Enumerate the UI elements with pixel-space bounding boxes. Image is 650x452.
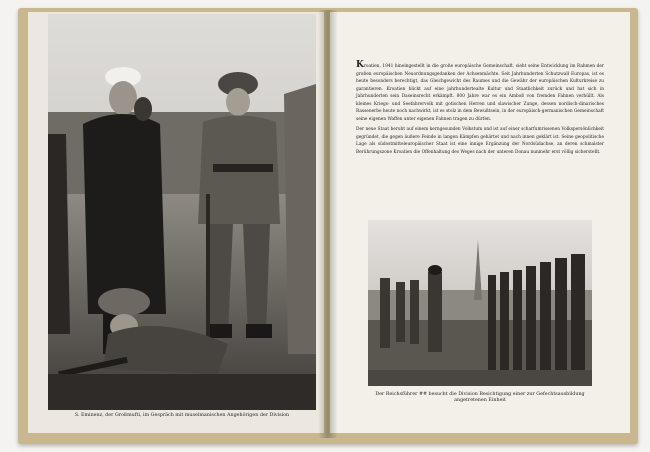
drop-cap: K [356, 60, 364, 70]
paragraph-1 [356, 62, 604, 123]
paragraph-2: Der neue Staat beruht auf einem kerngesunden Volkstum und ist auf einer scharfumrissenen Volkspersönlichkeit gegründet, die gegen äußere Feinde in langen Kämpfen gehärtet und nach innen geklärt ist. Seine geopolitische Lage als südostmitteleuropäischer Staat ist eine innige Ergänzung der Nordsüdachse, an deren schmalster Berührungszone Kroatien die Offenhaltung des Weges nach der unteren Donau nunmehr erst völlig sicherstellt. [356, 127, 604, 155]
article-text [356, 62, 604, 159]
left-photo-caption: S. Eminenz, der Großmufti, im Gespräch mit muselmanischen Angehörigen der Division [74, 413, 290, 418]
paragraph-1-text: roatien, 1941 hineingestellt in die große europäische Gemeinschaft, sieht seine Entwicklung im Rahmen der großen europäischen Neuordnungsgedanken der Achsenmächte. Seit Jahrhunderten Schutzwall Europas, ist es heute besonders berechtigt, das Gleichgewicht des Raumes und die Gewähr der europäischen Kulturkreise zu garantieren. Kroatien blickt auf eine jahrhundertealte Kultur und Staatlichkeit zurück und hat sich in Jahrhunderten sein Daseinsrecht erkämpft. 800 Jahre war es ein Amboß von fremden Fahnen verhüllt. Als kleines Kriegs- und Seefahrervolk mit gotischen Herren und slawischer Zunge, dessen nordisch-dinarisches Rassenerbe heute noch nachwirkt, ist es stolz in dem Bewußtsein, in der europäisch-germanischen Gemeinschaft seine eigenen Waffen unter eigenen Fahnen tragen zu dürfen. [356, 64, 604, 122]
right-photo [368, 220, 592, 386]
right-photo-image [368, 220, 592, 386]
left-photo [48, 14, 316, 410]
left-photo-image [48, 14, 316, 410]
right-photo-caption: Der Reichsführer ## besucht die Division Besichtigung einer zur Gefechtsausbildung angetretenen Einheit [375, 392, 585, 403]
book-gutter [318, 10, 338, 438]
